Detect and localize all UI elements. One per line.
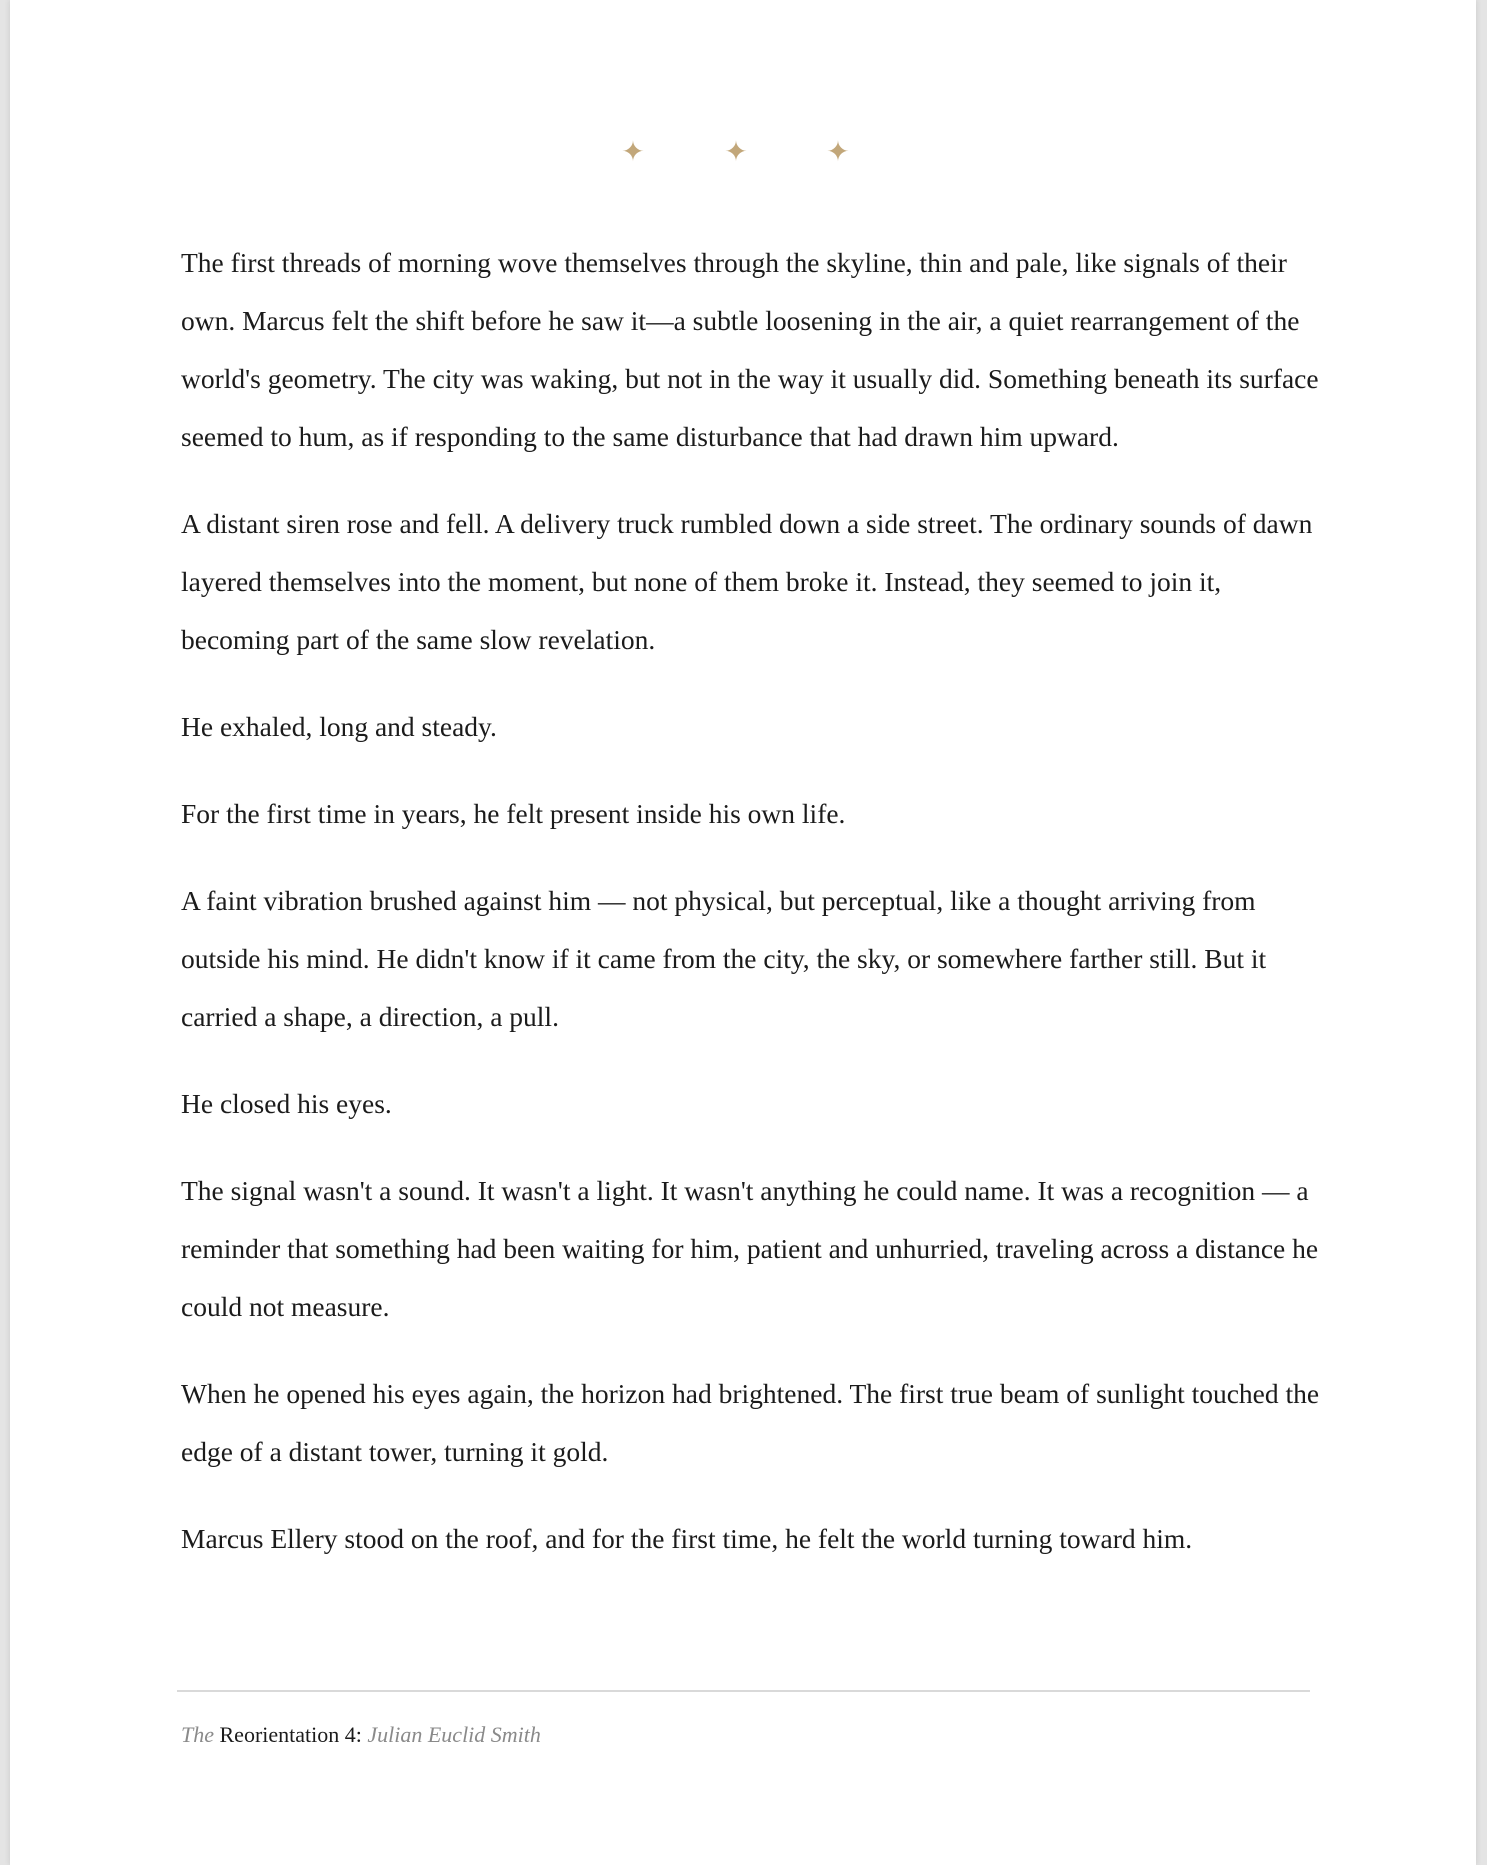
- star-icon: ✦: [724, 135, 748, 168]
- paragraph: A distant siren rose and fell. A delivery truck rumbled down a side street. The ordinary sounds of dawn layered themselves into the moment, but none of them broke it. Instead, they seemed to join it, becoming part of the same slow revelation.: [181, 508, 1313, 655]
- page-footer: [181, 1720, 541, 1750]
- footer-title: Reorientation: [219, 1722, 340, 1747]
- paragraph: He closed his eyes.: [181, 1088, 392, 1119]
- paragraph: For the first time in years, he felt present inside his own life.: [181, 798, 846, 829]
- chapter-body: [181, 234, 1321, 1597]
- paragraph: When he opened his eyes again, the horizon had brightened. The first true beam of sunlight touched the edge of a distant tower, turning it gold.: [181, 1378, 1320, 1467]
- footer-divider: [177, 1690, 1310, 1692]
- paragraph: The first threads of morning wove themselves through the skyline, thin and pale, like signals of their own. Marcus felt the shift before he saw it—a subtle loosening in the air, a quiet rearrangement of the world's geometry. The city was waking, but not in the way it usually did. Something beneath its surface seemed to hum, as if responding to the same disturbance that had drawn him upward.: [181, 247, 1319, 452]
- footer-page-number: 4:: [344, 1722, 362, 1747]
- star-icon: ✦: [621, 135, 645, 168]
- paragraph: He exhaled, long and steady.: [181, 711, 497, 742]
- star-icon: ✦: [826, 135, 850, 168]
- paragraph: The signal wasn't a sound. It wasn't a light. It wasn't anything he could name. It was a recognition — a reminder that something had been waiting for him, patient and unhurried, traveling across a distance he could not measure.: [181, 1175, 1319, 1322]
- paragraph: A faint vibration brushed against him — not physical, but perceptual, like a thought arriving from outside his mind. He didn't know if it came from the city, the sky, or somewhere farther still. But it carried a shape, a direction, a pull.: [181, 885, 1267, 1032]
- footer-title-prefix: The: [181, 1722, 214, 1747]
- footer-author: Julian Euclid Smith: [367, 1722, 541, 1747]
- section-break-ornament: [0, 132, 1487, 172]
- paragraph: Marcus Ellery stood on the roof, and for the first time, he felt the world turning toward him.: [181, 1523, 1193, 1554]
